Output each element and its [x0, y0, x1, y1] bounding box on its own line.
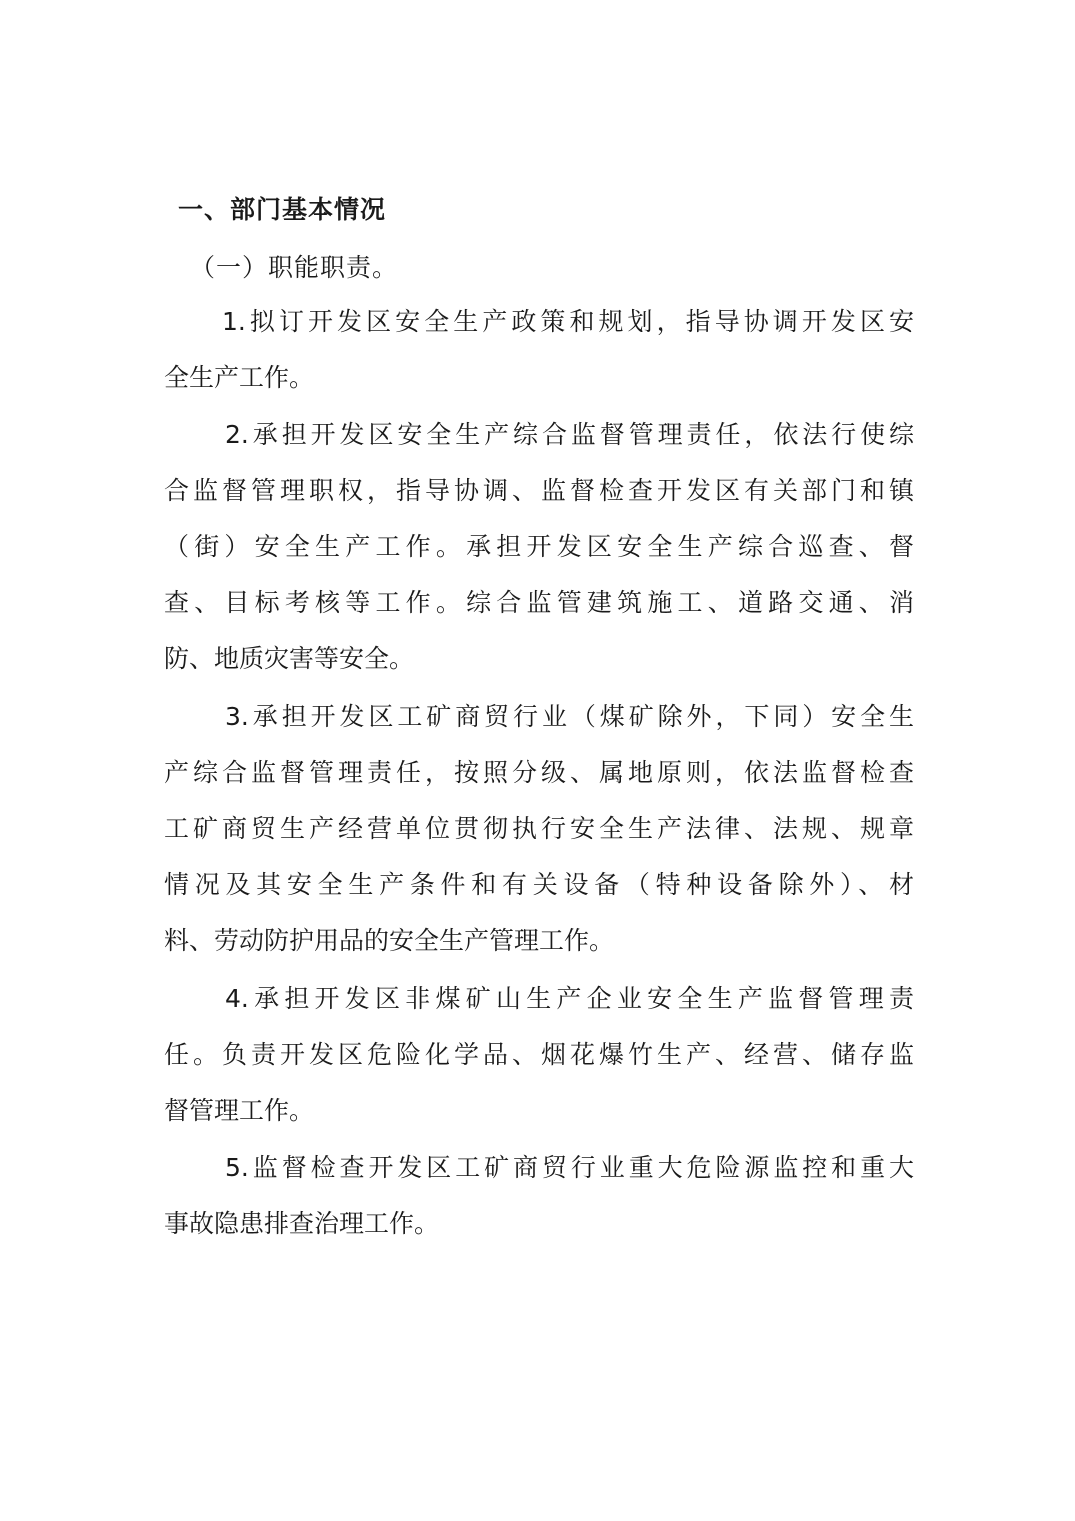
item-2-line-2: 合监督管理职权，指导协调、监督检查开发区有关部门和镇 [164, 476, 914, 505]
item-3-line-5: 料、劳动防护用品的安全生产管理工作。 [164, 926, 615, 955]
section-heading: 一、部门基本情况 [178, 195, 387, 224]
item-2-line-5: 防、地质灾害等安全。 [164, 644, 415, 673]
item-2-line-1: 2.承担开发区安全生产综合监督管理责任，依法行使综 [225, 420, 914, 449]
item-2-line-4: 查、目标考核等工作。综合监管建筑施工、道路交通、消 [164, 588, 914, 617]
item-4-line-3: 督管理工作。 [164, 1096, 315, 1125]
item-3-line-3: 工矿商贸生产经营单位贯彻执行安全生产法律、法规、规章 [164, 814, 914, 843]
item-3-line-1: 3.承担开发区工矿商贸行业（煤矿除外，下同）安全生 [225, 702, 914, 731]
item-5-line-1: 5.监督检查开发区工矿商贸行业重大危险源监控和重大 [225, 1153, 914, 1182]
item-1-line-2: 全生产工作。 [164, 363, 315, 392]
item-1-line-1: 1.拟订开发区安全生产政策和规划，指导协调开发区安 [222, 307, 914, 336]
item-3-line-2: 产综合监督管理责任，按照分级、属地原则，依法监督检查 [164, 758, 914, 787]
item-2-line-3: （街）安全生产工作。承担开发区安全生产综合巡查、督 [164, 532, 914, 561]
item-4-line-1: 4.承担开发区非煤矿山生产企业安全生产监督管理责 [225, 984, 914, 1013]
subsection-heading: （一）职能职责。 [190, 253, 399, 282]
item-4-line-2: 任。负责开发区危险化学品、烟花爆竹生产、经营、储存监 [164, 1040, 914, 1069]
item-5-line-2: 事故隐患排查治理工作。 [164, 1209, 440, 1238]
item-3-line-4: 情况及其安全生产条件和有关设备（特种设备除外）、材 [164, 870, 914, 899]
